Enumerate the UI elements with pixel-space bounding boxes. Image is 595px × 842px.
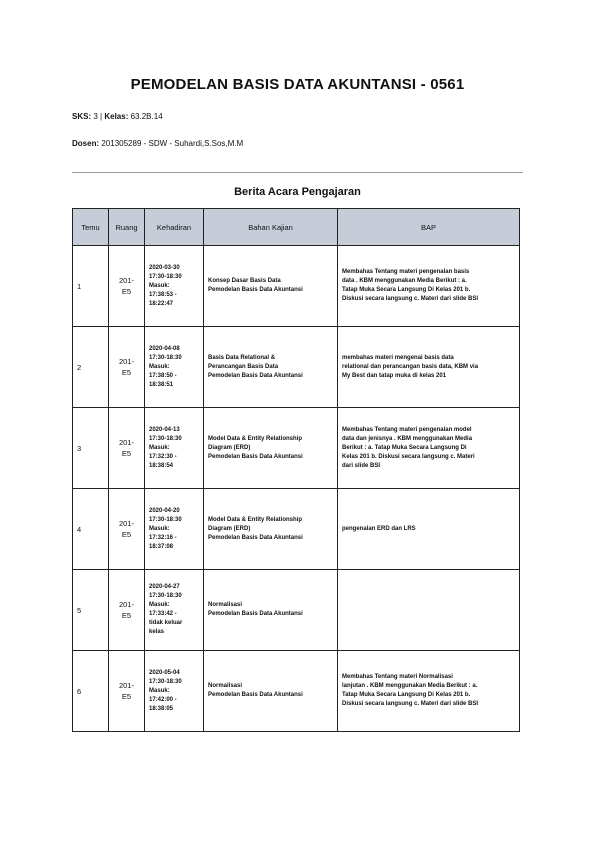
- cell-bap-line: Diskusi secara langsung c. Materi dari slide BSI: [342, 296, 479, 302]
- cell-bahan-kajian-line: Pemodelan Basis Data Akuntansi: [208, 372, 303, 379]
- cell-ruang-line: 201-: [118, 600, 134, 609]
- cell-bahan-kajian: [204, 246, 338, 327]
- cell-bahan-kajian-line: Diagram (ERD): [208, 444, 251, 451]
- cell-ruang: [109, 570, 145, 651]
- cell-bahan-kajian: [204, 570, 338, 651]
- cell-ruang: [109, 408, 145, 489]
- dosen-label: Dosen:: [72, 139, 100, 148]
- cell-kehadiran-line: 17:30-18:30: [149, 678, 182, 685]
- cell-bahan-kajian-line: Model Data & Entity Relationship: [208, 435, 303, 442]
- cell-kehadiran-line: 17:38:53 -: [149, 291, 177, 298]
- cell-bap-line: Membahas Tentang materi pengenalan model: [342, 426, 472, 433]
- column-header-ruang: Ruang: [109, 209, 145, 246]
- cell-kehadiran: [145, 246, 204, 327]
- cell-bap: [338, 327, 520, 408]
- cell-kehadiran-line: 2020-04-08: [149, 345, 180, 352]
- cell-kehadiran-line: Masuk:: [149, 444, 170, 451]
- cell-bap-line: Tatap Muka Secara Langsung Di Kelas 201 b.: [342, 287, 471, 293]
- cell-bap-line: data dan jenisnya . KBM menggunakan Media: [342, 435, 473, 442]
- cell-temu: 5: [73, 570, 109, 651]
- table-row: [73, 327, 520, 408]
- column-header-bahan-kajian: Bahan Kajian: [204, 209, 338, 246]
- kelas-value: 63.2B.14: [130, 112, 163, 121]
- cell-bap-line: data . KBM menggunakan Media Berikut : a.: [342, 278, 467, 284]
- cell-ruang-line: 201-: [118, 438, 134, 447]
- cell-kehadiran-line: 2020-03-30: [149, 264, 180, 271]
- cell-kehadiran-line: 2020-04-20: [149, 507, 180, 514]
- table-row: [73, 570, 520, 651]
- page-title: PEMODELAN BASIS DATA AKUNTANSI - 0561: [130, 76, 465, 93]
- cell-ruang-line: 201-: [118, 519, 134, 528]
- cell-kehadiran-line: 17:30-18:30: [149, 593, 182, 599]
- cell-bap: [338, 570, 520, 651]
- cell-bap: [338, 246, 520, 327]
- cell-bap-line: Membahas Tentang materi pengenalan basis: [342, 269, 470, 275]
- cell-kehadiran-line: Masuk:: [149, 687, 170, 694]
- cell-bahan-kajian: [204, 327, 338, 408]
- cell-kehadiran-line: 17:32:16 -: [149, 534, 177, 541]
- cell-kehadiran-line: Masuk:: [149, 282, 170, 289]
- column-header-kehadiran: Kehadiran: [145, 209, 204, 246]
- cell-ruang-line: 201-: [118, 681, 134, 690]
- cell-kehadiran-line: 17:30-18:30: [149, 435, 182, 442]
- cell-temu: 4: [73, 489, 109, 570]
- cell-bahan-kajian-line: Pemodelan Basis Data Akuntansi: [208, 611, 303, 617]
- cell-temu: 3: [73, 408, 109, 489]
- cell-temu: 2: [73, 327, 109, 408]
- cell-kehadiran-line: 18:37:08: [149, 543, 174, 550]
- cell-kehadiran-line: 18:38:05: [149, 705, 174, 712]
- cell-kehadiran: [145, 570, 204, 651]
- separator: |: [100, 112, 103, 121]
- cell-ruang-line: E5: [121, 287, 132, 296]
- cell-bap-line: pengenalan ERD dan LRS: [342, 525, 416, 532]
- section-title: Berita Acara Pengajaran: [234, 186, 361, 198]
- cell-bap-line: lanjutan . KBM menggunakan Media Berikut : a.: [342, 683, 478, 689]
- cell-ruang-line: E5: [121, 692, 132, 701]
- cell-bap-line: My Best dan tatap muka di kelas 201: [342, 372, 447, 379]
- cell-ruang: [109, 651, 145, 732]
- cell-kehadiran: [145, 327, 204, 408]
- kelas-label: Kelas:: [104, 112, 129, 121]
- cell-bahan-kajian-line: Model Data & Entity Relationship: [208, 516, 303, 523]
- cell-ruang-line: 201-: [118, 357, 134, 366]
- sks-label: SKS:: [72, 112, 92, 121]
- divider: [72, 172, 523, 173]
- cell-kehadiran-line: 17:30-18:30: [149, 354, 182, 361]
- cell-kehadiran-line: Masuk:: [149, 525, 170, 532]
- cell-bahan-kajian: [204, 651, 338, 732]
- cell-ruang-line: E5: [121, 530, 132, 539]
- cell-bap-line: Kelas 201 b. Diskusi secara langsung c. Materi: [342, 453, 475, 460]
- cell-ruang-line: 201-: [118, 276, 134, 285]
- lecturer-info-line: [72, 139, 243, 148]
- cell-bap: [338, 489, 520, 570]
- cell-kehadiran: [145, 651, 204, 732]
- cell-kehadiran-line: 2020-04-27: [149, 584, 180, 590]
- cell-bap-line: dari slide BSI: [342, 462, 381, 469]
- cell-bap-line: Diskusi secara langsung c. Materi dari slide BSI: [342, 701, 479, 707]
- cell-ruang: [109, 489, 145, 570]
- cell-bahan-kajian: [204, 408, 338, 489]
- table-row: [73, 651, 520, 732]
- cell-kehadiran-line: Masuk:: [149, 363, 170, 370]
- course-info-line: [72, 112, 163, 121]
- cell-bahan-kajian-line: Basis Data Relational &: [208, 354, 276, 361]
- cell-bahan-kajian: [204, 489, 338, 570]
- cell-kehadiran-line: 18:38:54: [149, 462, 174, 469]
- table-row: [73, 489, 520, 570]
- cell-bahan-kajian-line: Perancangan Basis Data: [208, 363, 279, 370]
- cell-ruang: [109, 246, 145, 327]
- cell-kehadiran-line: 2020-05-04: [149, 669, 180, 676]
- cell-bahan-kajian-line: Normalisasi: [208, 602, 243, 608]
- cell-kehadiran-line: tidak keluar: [149, 620, 183, 626]
- table-row: [73, 246, 520, 327]
- table-header-row: [73, 209, 520, 246]
- cell-temu: 1: [73, 246, 109, 327]
- cell-bahan-kajian-line: Pemodelan Basis Data Akuntansi: [208, 692, 303, 698]
- cell-ruang-line: E5: [121, 449, 132, 458]
- cell-bap-line: relational dan perancangan basis data, KBM via: [342, 363, 479, 370]
- cell-ruang: [109, 327, 145, 408]
- cell-ruang-line: E5: [121, 611, 132, 620]
- column-header-bap: BAP: [338, 209, 520, 246]
- cell-kehadiran-line: 18:38:51: [149, 381, 174, 388]
- cell-kehadiran-line: 17:32:30 -: [149, 453, 177, 460]
- cell-kehadiran-line: 17:42:00 -: [149, 696, 177, 703]
- cell-bahan-kajian-line: Pemodelan Basis Data Akuntansi: [208, 287, 303, 293]
- cell-kehadiran-line: 18:22:47: [149, 300, 174, 307]
- column-header-temu: Temu: [73, 209, 109, 246]
- cell-bahan-kajian-line: Normalisasi: [208, 683, 243, 689]
- cell-kehadiran-line: 17:33:42 -: [149, 611, 177, 617]
- cell-kehadiran-line: Masuk:: [149, 602, 170, 608]
- cell-bap-line: Berikut : a. Tatap Muka Secara Langsung Di: [342, 444, 467, 451]
- cell-bahan-kajian-line: Pemodelan Basis Data Akuntansi: [208, 534, 303, 541]
- cell-bap-line: membahas materi mengenai basis data: [342, 354, 454, 361]
- cell-kehadiran-line: 17:30-18:30: [149, 516, 182, 523]
- cell-bahan-kajian-line: Pemodelan Basis Data Akuntansi: [208, 453, 303, 460]
- cell-kehadiran-line: 17:38:50 -: [149, 372, 177, 379]
- cell-kehadiran-line: kelas: [149, 629, 165, 635]
- cell-kehadiran-line: 2020-04-13: [149, 426, 180, 433]
- teaching-report-table: [72, 208, 520, 732]
- dosen-value: 201305289 - SDW - Suhardi,S.Sos,M.M: [101, 139, 244, 148]
- sks-value: 3: [93, 112, 98, 121]
- cell-temu: 6: [73, 651, 109, 732]
- cell-kehadiran-line: 17:30-18:30: [149, 273, 182, 280]
- cell-bahan-kajian-line: Diagram (ERD): [208, 525, 251, 532]
- table-row: [73, 408, 520, 489]
- cell-bap: [338, 408, 520, 489]
- cell-bap-line: Membahas Tentang materi Normalisasi: [342, 674, 453, 680]
- cell-bahan-kajian-line: Konsep Dasar Basis Data: [208, 278, 281, 284]
- cell-kehadiran: [145, 489, 204, 570]
- cell-ruang-line: E5: [121, 368, 132, 377]
- cell-bap-line: Tatap Muka Secara Langsung Di Kelas 201 b.: [342, 692, 471, 698]
- cell-bap: [338, 651, 520, 732]
- cell-kehadiran: [145, 408, 204, 489]
